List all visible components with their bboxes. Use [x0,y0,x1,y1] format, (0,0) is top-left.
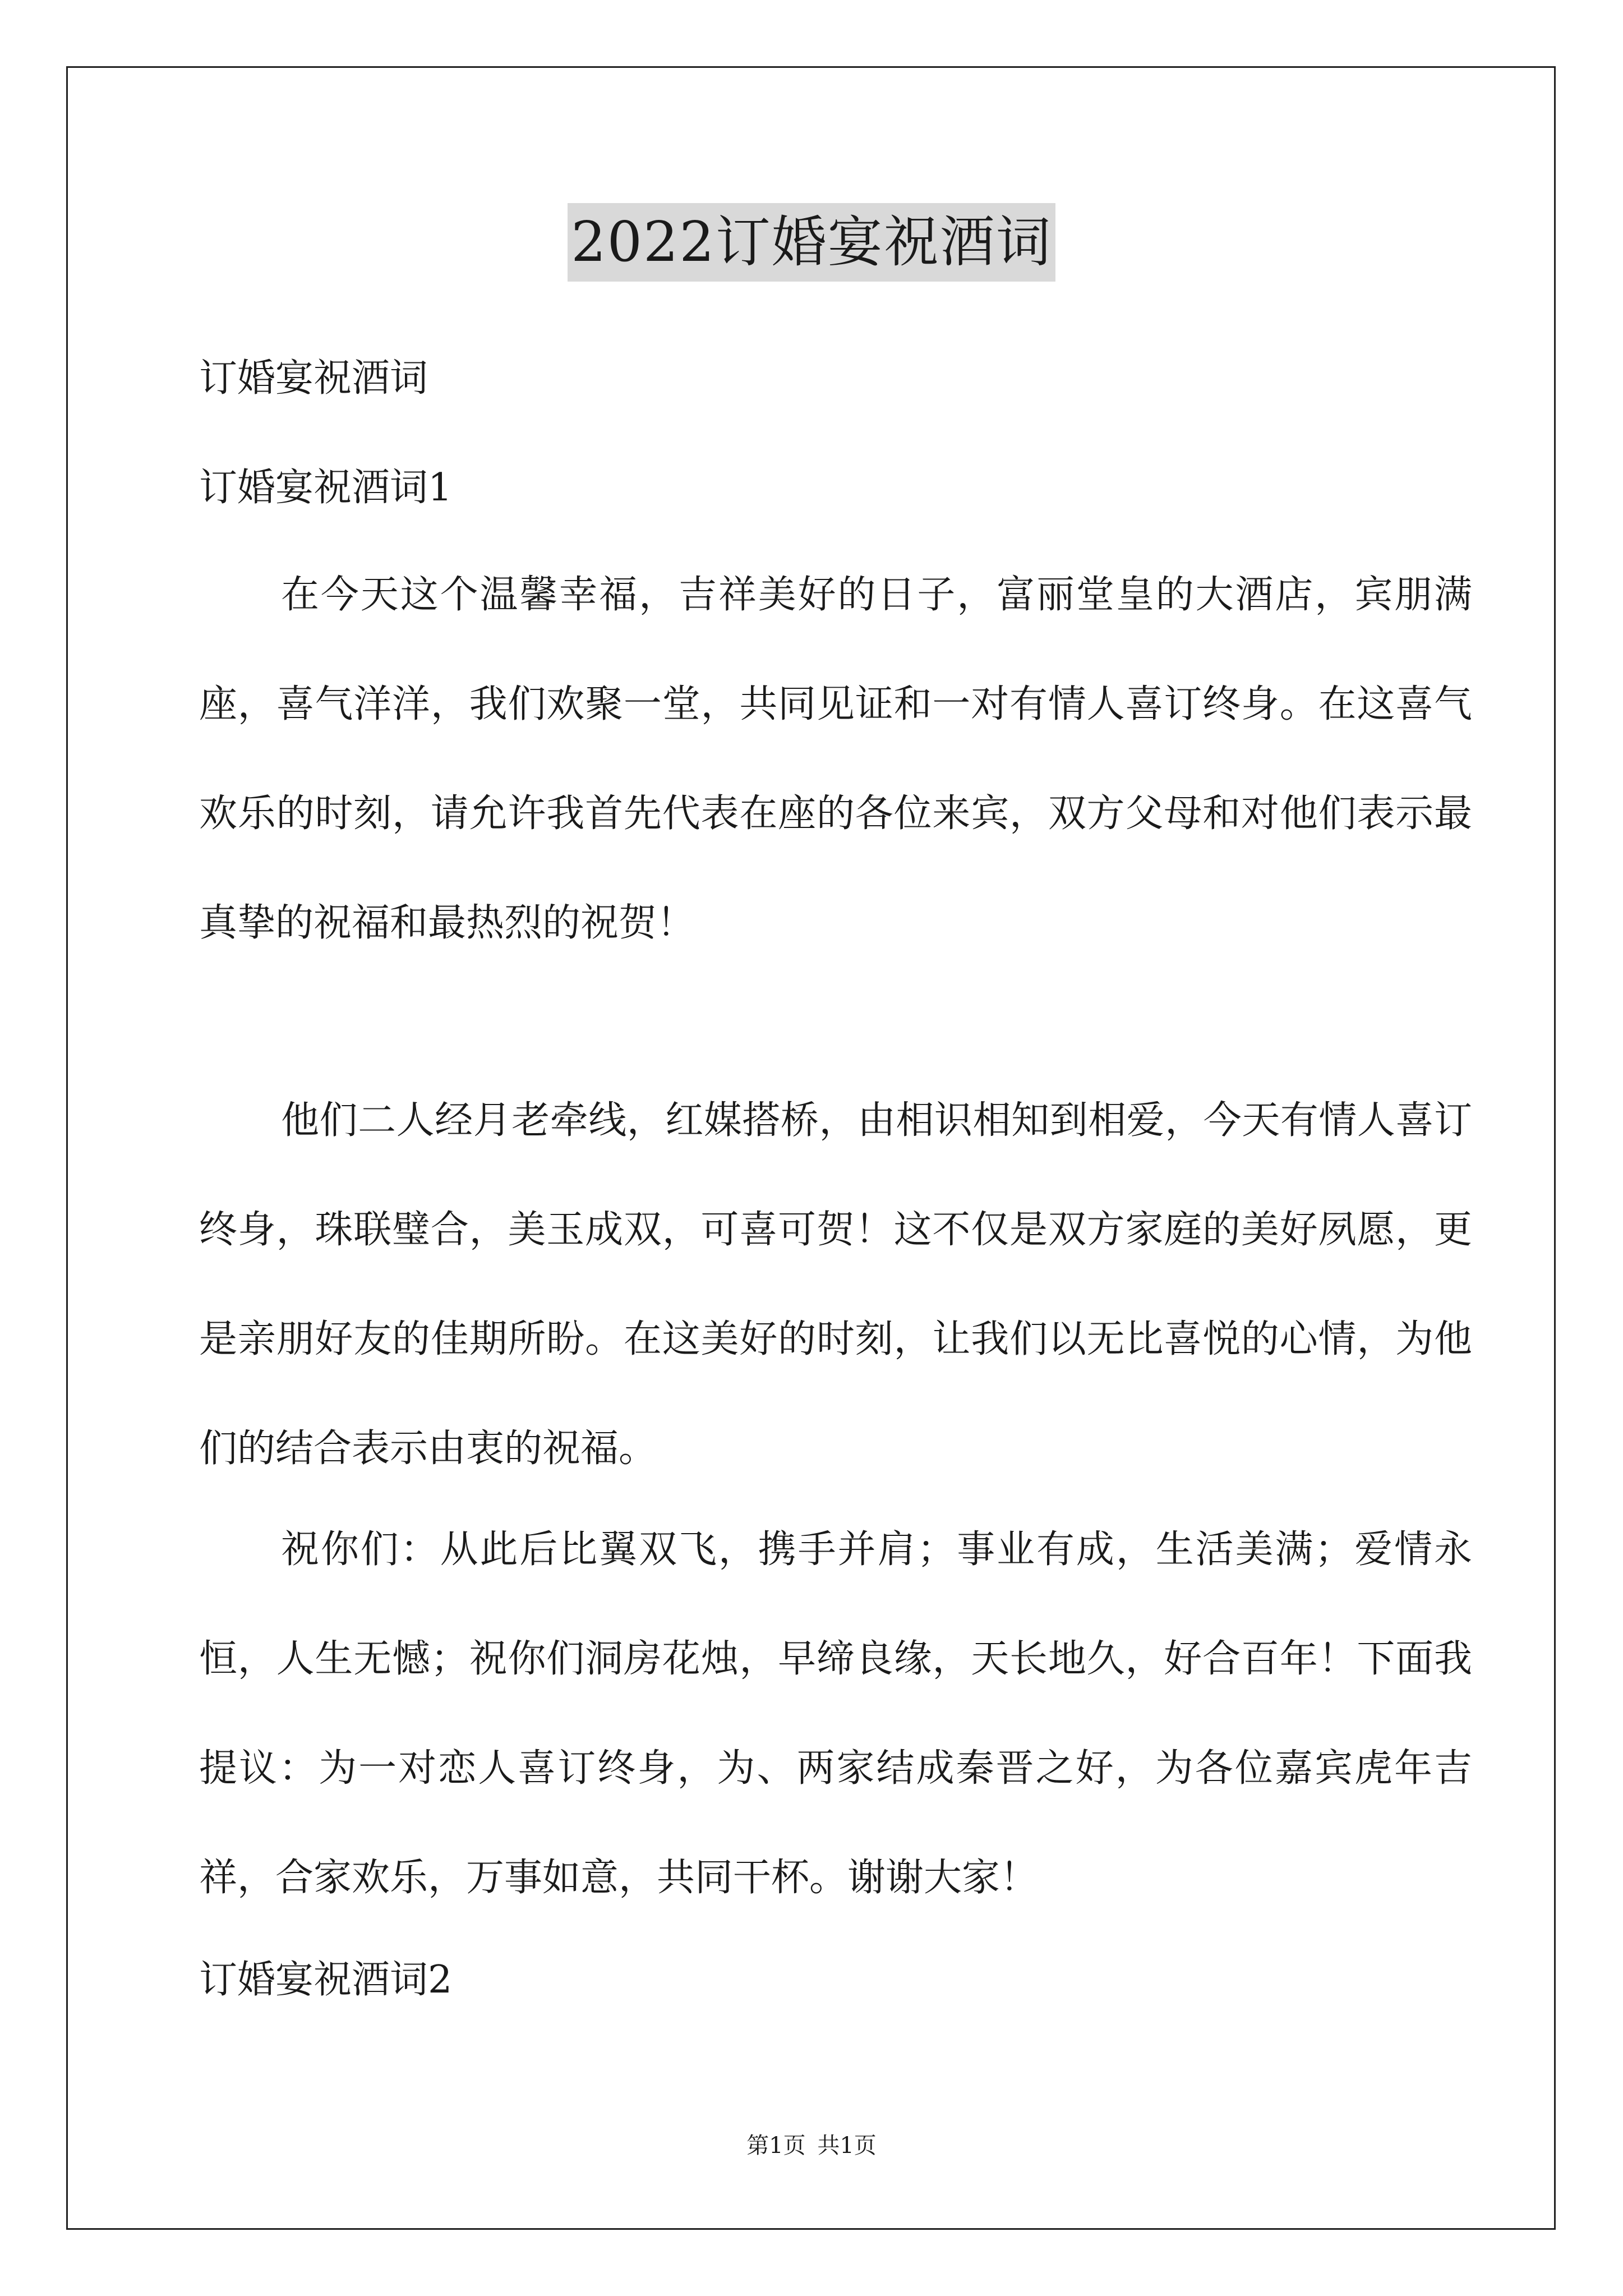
page-number-current: 第1页 [746,2133,806,2159]
document-title [0,203,1623,282]
document-title-text: 2022订婚宴祝酒词 [568,203,1055,282]
paragraph-3: 祝你们：从此后比翼双飞，携手并肩；事业有成，生活美满；爱情永恒，人生无憾；祝你们洞房花烛，早缔良缘，天长地久，好合百年！下面我提议：为一对恋人喜订终身，为、两家结成秦晋之好，为各位嘉宾虎年吉祥，合家欢乐，万事如意，共同干杯。谢谢大家！ [199,1527,1472,1900]
section-1-heading: 订婚宴祝酒词1 [199,466,453,510]
section-2-heading: 订婚宴祝酒词2 [199,1958,453,2002]
paragraph-1: 在今天这个温馨幸福，吉祥美好的日子，富丽堂皇的大酒店，宾朋满座，喜气洋洋，我们欢聚一堂，共同见证和一对有情人喜订终身。在这喜气欢乐的时刻，请允许我首先代表在座的各位来宾，双方父母和对他们表示最真挚的祝福和最热烈的祝贺！ [199,573,1472,945]
page-number-total: 共1页 [817,2133,877,2159]
paragraph-2: 他们二人经月老牵线，红媒搭桥，由相识相知到相爱，今天有情人喜订终身，珠联璧合，美玉成双，可喜可贺！这不仅是双方家庭的美好夙愿，更是亲朋好友的佳期所盼。在这美好的时刻，让我们以无比喜悦的心情，为他们的结合表示由衷的祝福。 [199,1098,1472,1471]
subtitle: 订婚宴祝酒词 [199,356,428,401]
page-footer [0,2129,1623,2162]
